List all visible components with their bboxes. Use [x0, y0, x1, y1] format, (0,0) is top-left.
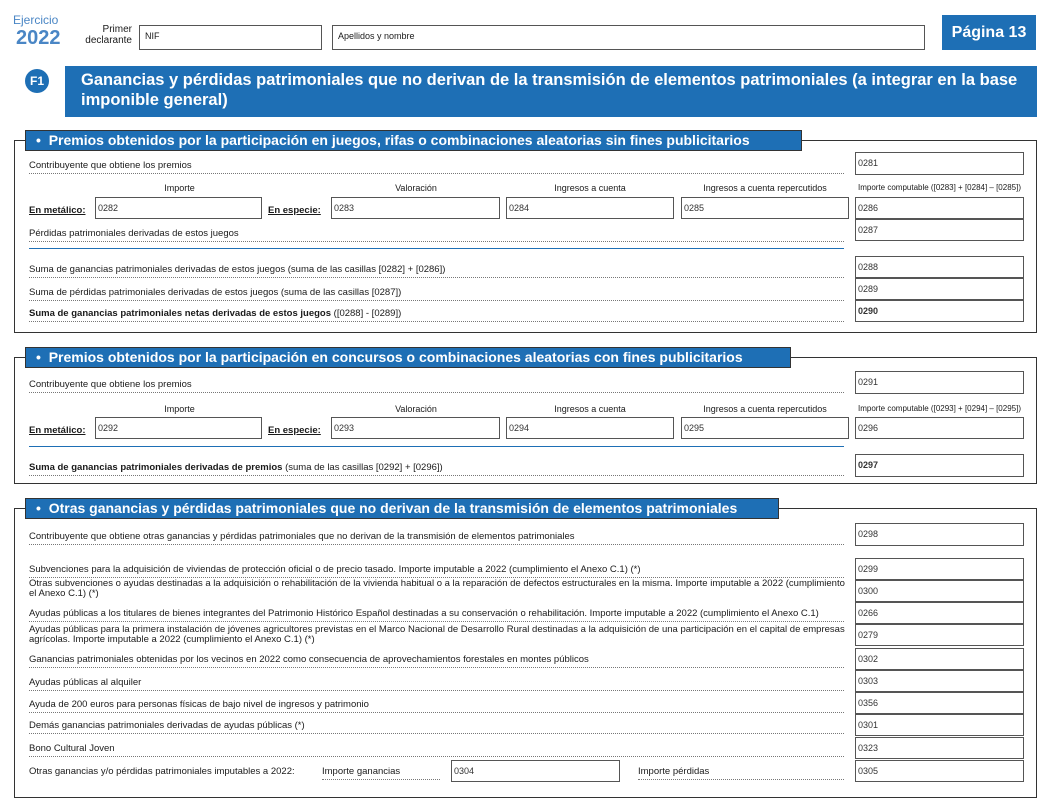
- code-0297: 0297: [858, 460, 879, 470]
- title-bar: [65, 66, 1037, 117]
- section2-heading: [25, 347, 791, 368]
- section3-heading-text: Otras ganancias y pérdidas patrimoniales que no derivan de la transmisión de elementos patrimoniales: [48, 500, 738, 516]
- code-0291: 0291: [858, 377, 879, 387]
- page-badge: [942, 15, 1036, 50]
- ejercicio-year: 2022: [16, 27, 61, 49]
- field-0297[interactable]: [855, 454, 1024, 477]
- section3-heading: [25, 498, 779, 519]
- code-0301: 0301: [858, 720, 879, 730]
- s3-row-0266-label: [29, 608, 844, 622]
- s1-suma-ganancias-text: Suma de ganancias patrimoniales derivadas de estos juegos (suma de las casillas [0282] + [0286]): [29, 264, 446, 275]
- s3-row-0301-label: [29, 720, 844, 734]
- code-0290: 0290: [858, 306, 879, 316]
- field-0285[interactable]: [681, 197, 849, 219]
- s1-col-valoracion: Valoración: [395, 183, 437, 193]
- s3-row-0299-label: [29, 564, 844, 578]
- code-0288: 0288: [858, 262, 879, 272]
- field-0290[interactable]: [855, 300, 1024, 322]
- field-0298[interactable]: [855, 523, 1024, 546]
- code-0287: 0287: [858, 225, 879, 235]
- declarante-label: [80, 24, 132, 46]
- s1-metalico-label: En metálico:: [29, 205, 86, 216]
- code-0296: 0296: [858, 423, 879, 433]
- code-0285: 0285: [684, 203, 705, 213]
- s2-suma-bold: Suma de ganancias patrimoniales derivadas de premios: [29, 462, 283, 473]
- field-0294[interactable]: [506, 417, 674, 439]
- field-0289[interactable]: [855, 278, 1024, 300]
- code-0289: 0289: [858, 284, 879, 294]
- s3-row-0303-label: [29, 677, 844, 691]
- section2-bullet: •: [36, 349, 49, 365]
- s3-row-0301-text: Demás ganancias patrimoniales derivadas de ayudas públicas (*): [29, 720, 305, 731]
- s2-metalico-label: En metálico:: [29, 425, 86, 436]
- field-0295[interactable]: [681, 417, 849, 439]
- field-0304[interactable]: [451, 760, 620, 782]
- s3-importe-perdidas-label: [638, 766, 844, 780]
- s3-row-0300-label: [29, 579, 849, 601]
- code-0300: 0300: [858, 586, 879, 596]
- section2-heading-text: Premios obtenidos por la participación en concursos o combinaciones aleatorias con fines publicitarios: [48, 349, 743, 365]
- s1-suma-netas-bold: Suma de ganancias patrimoniales netas derivadas de estos juegos: [29, 308, 332, 319]
- field-0296[interactable]: [855, 417, 1024, 439]
- s1-col-importe: Importe: [164, 183, 195, 193]
- s1-divider: [29, 248, 844, 249]
- s1-suma-netas-rest: ([0288] - [0289]): [331, 308, 402, 319]
- s3-row-0298-label: [29, 531, 844, 545]
- s1-contribuyente-label: [29, 160, 844, 174]
- nombre-label: Apellidos y nombre: [338, 31, 415, 41]
- s3-importe-ganancias-label: [322, 766, 440, 780]
- field-0356[interactable]: [855, 692, 1024, 714]
- s2-col-computable: Importe computable ([0293] + [0294] – [0295]): [858, 404, 1021, 413]
- code-0294: 0294: [509, 423, 530, 433]
- s2-col-importe: Importe: [164, 404, 195, 414]
- s3-row-0302-label: [29, 654, 844, 668]
- field-0323[interactable]: [855, 737, 1024, 759]
- field-0292[interactable]: [95, 417, 262, 439]
- s2-col-valoracion: Valoración: [395, 404, 437, 414]
- s3-row-0298-text: Contribuyente que obtiene otras ganancias y pérdidas patrimoniales que no derivan de la transmisión de elementos patrimoniales: [29, 531, 575, 542]
- field-0282[interactable]: [95, 197, 262, 219]
- s3-otras-label: Otras ganancias y/o pérdidas patrimoniales imputables a 2022:: [29, 766, 295, 777]
- field-0293[interactable]: [331, 417, 500, 439]
- code-0283: 0283: [334, 203, 355, 213]
- section1-bullet: •: [36, 132, 49, 148]
- nif-label: NIF: [145, 31, 160, 41]
- s3-row-0302-text: Ganancias patrimoniales obtenidas por los vecinos en 2022 como consecuencia de aprovechamientos forestales en montes públicos: [29, 654, 589, 665]
- ejercicio-label: Ejercicio: [13, 13, 59, 27]
- code-0356: 0356: [858, 698, 879, 708]
- code-0266: 0266: [858, 608, 879, 618]
- field-0283[interactable]: [331, 197, 500, 219]
- s3-row-0299-text: Subvenciones para la adquisición de viviendas de protección oficial o de precio tasado. Importe imputable a 2022 (cumplimiento el Anexo C.1) (*): [29, 564, 641, 575]
- nif-field[interactable]: [139, 25, 322, 50]
- s3-importe-ganancias-text: Importe ganancias: [322, 766, 401, 777]
- s1-suma-perdidas-text: Suma de pérdidas patrimoniales derivadas de estos juegos (suma de las casillas [0287]): [29, 287, 402, 298]
- s2-especie-label: En especie:: [268, 425, 321, 436]
- field-0302[interactable]: [855, 648, 1024, 670]
- section1-heading: [25, 130, 802, 151]
- s3-row-0279-text: Ayudas públicas para la primera instalación de jóvenes agricultores previstas en el Marco Nacional de Desarrollo Rural destinadas a la adquisición de una participación en el capital de empresas agrícolas. Importe imputable a 2022 (cumplimiento el Anexo C.1) (*): [29, 625, 845, 645]
- code-0298: 0298: [858, 529, 879, 539]
- code-0292: 0292: [98, 423, 119, 433]
- s3-row-0266-text: Ayudas públicas a los titulares de bienes integrantes del Patrimonio Histórico Español destinadas a su conservación o rehabilitación. Importe imputable a 2022 (cumplimiento el Anexo C.1): [29, 608, 819, 619]
- nombre-field[interactable]: [332, 25, 925, 50]
- s2-col-repercutidos: Ingresos a cuenta repercutidos: [703, 404, 827, 414]
- s3-importe-perdidas-text: Importe pérdidas: [638, 766, 710, 777]
- s1-col-computable: Importe computable ([0283] + [0284] – [0285]): [858, 183, 1021, 192]
- field-0305[interactable]: [855, 760, 1024, 782]
- s2-contribuyente-label: [29, 379, 844, 393]
- page-label: Página 13: [951, 24, 1027, 41]
- s2-suma-label: [29, 462, 844, 476]
- field-0266[interactable]: [855, 602, 1024, 624]
- field-0287[interactable]: [855, 219, 1024, 241]
- code-0295: 0295: [684, 423, 705, 433]
- s2-contribuyente-text: Contribuyente que obtiene los premios: [29, 379, 192, 390]
- s1-perdidas-label: [29, 228, 844, 242]
- field-0281[interactable]: [855, 152, 1024, 175]
- field-0284[interactable]: [506, 197, 674, 219]
- code-0293: 0293: [334, 423, 355, 433]
- s1-especie-label: En especie:: [268, 205, 321, 216]
- section1-heading-text: Premios obtenidos por la participación en juegos, rifas o combinaciones aleatorias sin fines publicitarios: [48, 132, 750, 148]
- code-0282: 0282: [98, 203, 119, 213]
- s3-row-0323-text: Bono Cultural Joven: [29, 743, 115, 754]
- page-title: Ganancias y pérdidas patrimoniales que no derivan de la transmisión de elementos patrimoniales (a integrar en la base imponible general): [81, 71, 1018, 109]
- s1-suma-netas-label: [29, 308, 844, 322]
- code-0284: 0284: [509, 203, 530, 213]
- code-0299: 0299: [858, 564, 879, 574]
- field-0299[interactable]: [855, 558, 1024, 580]
- s2-suma-rest: (suma de las casillas [0292] + [0296]): [282, 462, 443, 473]
- s3-row-0279-label: [29, 625, 849, 647]
- s3-row-0356-label: [29, 699, 844, 713]
- s1-contribuyente-text: Contribuyente que obtiene los premios: [29, 160, 192, 171]
- s1-perdidas-text: Pérdidas patrimoniales derivadas de estos juegos: [29, 228, 239, 239]
- declarante-text: Primer declarante: [85, 24, 132, 46]
- field-0291[interactable]: [855, 371, 1024, 394]
- field-0288[interactable]: [855, 256, 1024, 278]
- field-0300[interactable]: [855, 580, 1024, 602]
- s1-suma-ganancias-label: [29, 264, 844, 278]
- field-0303[interactable]: [855, 670, 1024, 692]
- field-0286[interactable]: [855, 197, 1024, 219]
- code-0304: 0304: [454, 766, 475, 776]
- code-0305: 0305: [858, 766, 879, 776]
- s1-col-repercutidos: Ingresos a cuenta repercutidos: [703, 183, 827, 193]
- code-0286: 0286: [858, 203, 879, 213]
- s2-col-ingresos: Ingresos a cuenta: [554, 404, 626, 414]
- section3-bullet: •: [36, 500, 49, 516]
- code-0303: 0303: [858, 676, 879, 686]
- field-0279[interactable]: [855, 624, 1024, 646]
- s3-row-0300-text: Otras subvenciones o ayudas destinadas a la adquisición o rehabilitación de la vivienda habitual o a la reparación de defectos estructurales en la misma. Importe imputable a 2022 (cumplimiento el Anexo C.1) (*): [29, 579, 845, 599]
- code-0323: 0323: [858, 743, 879, 753]
- s1-col-ingresos: Ingresos a cuenta: [554, 183, 626, 193]
- s1-suma-perdidas-label: [29, 287, 844, 301]
- title-badge-text: F1: [29, 74, 44, 88]
- code-0281: 0281: [858, 158, 879, 168]
- s3-row-0356-text: Ayuda de 200 euros para personas físicas de bajo nivel de ingresos y patrimonio: [29, 699, 369, 710]
- s2-divider: [29, 446, 844, 447]
- code-0302: 0302: [858, 654, 879, 664]
- s3-row-0323-label: [29, 743, 844, 757]
- field-0301[interactable]: [855, 714, 1024, 736]
- s3-row-0303-text: Ayudas públicas al alquiler: [29, 677, 142, 688]
- code-0279: 0279: [858, 630, 879, 640]
- title-badge: [25, 69, 49, 93]
